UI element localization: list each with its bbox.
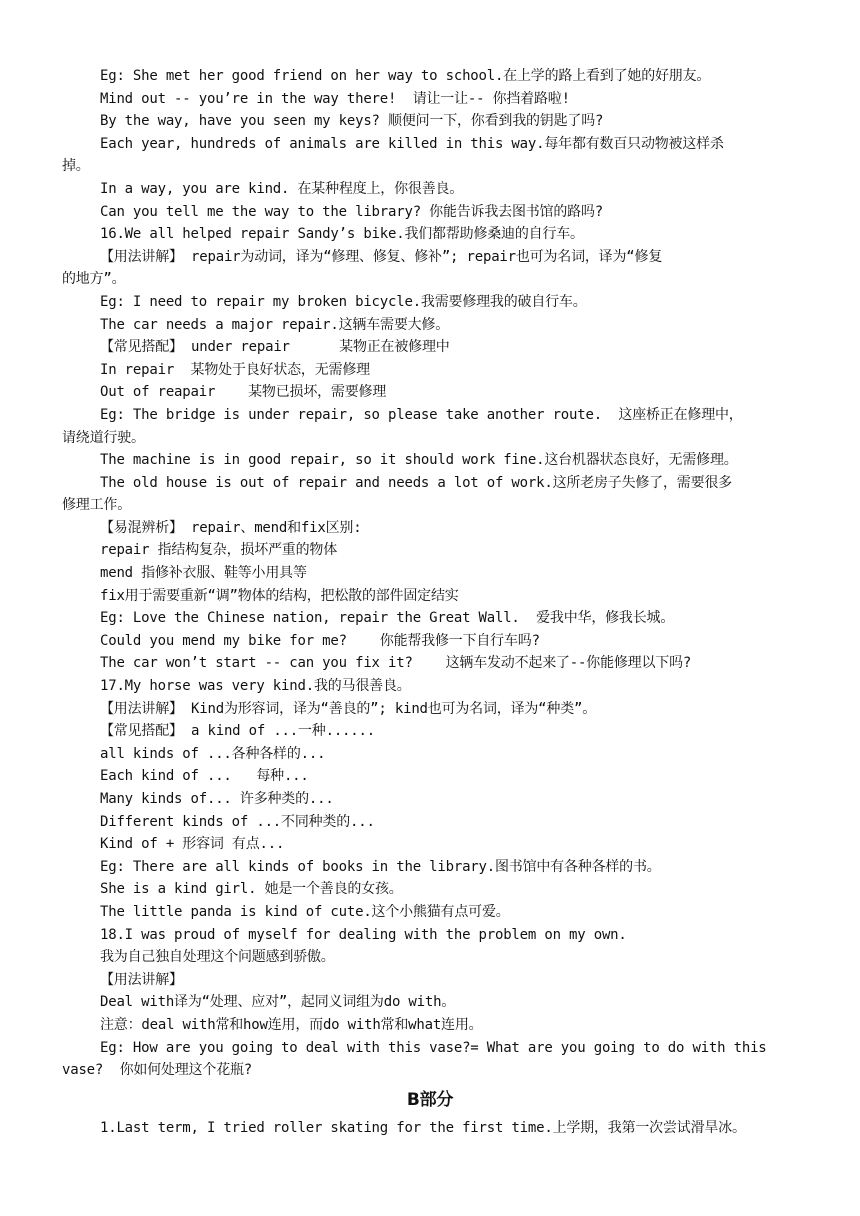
section-heading: B部分 [406,1089,454,1110]
text-line: The car needs a major repair.这辆车需要大修。 [100,316,450,333]
text-line: 注意：deal with常和how连用，而do with常和what连用。 [100,1016,483,1033]
text-line: 【用法讲解】 [100,971,183,988]
text-line: The car won’t start -- can you fix it? 这辆车发动不起来了--你能修理以下吗? [100,655,692,672]
text-line: 1.Last term, I tried roller skating for the first time.上学期，我第一次尝试滑旱冰。 [100,1119,746,1136]
text-line: The machine is in good repair, so it should work fine.这台机器状态良好，无需修理。 [100,452,738,469]
text-line: Eg: The bridge is under repair, so please take another route. 这座桥正在修理中， [100,406,743,423]
text-line: Eg: She met her good friend on her way to school.在上学的路上看到了她的好朋友。 [100,68,711,84]
text-line: Eg: How are you going to deal with this vase?= What are you going to do with this [100,1039,767,1056]
text-line: In a way, you are kind. 在某种程度上，你很善良。 [100,180,464,197]
text-line: Could you mend my bike for me? 你能帮我修一下自行车吗? [100,632,540,649]
text-line: Many kinds of... 许多种类的... [100,791,334,807]
section-b-body [62,1117,798,1140]
text-line: Eg: Love the Chinese nation, repair the Great Wall. 爱我中华，修我长城。 [100,610,675,627]
text-line: 17.My horse was very kind.我的马很善良。 [100,678,411,695]
text-line: 16.We all helped repair Sandy’s bike.我们都帮助修桑迪的自行车。 [100,226,584,243]
text-line: 我为自己独自处理这个问题感到骄傲。 [100,949,335,966]
text-line: Eg: I need to repair my broken bicycle.我需要修理我的破自行车。 [100,293,587,310]
text-line: 【用法讲解】 Kind为形容词，译为“善良的”; kind也可为名词，译为“种类”。 [100,700,597,717]
text-line: fix用于需要重新“调”物体的结构，把松散的部件固定结实 [100,587,459,604]
text-line: 【常见搭配】 under repair 某物正在被修理中 [100,339,450,356]
text-line: The little panda is kind of cute.这个小熊猫有点可爱。 [100,903,510,920]
text-line: vase? 你如何处理这个花瓶? [62,1062,253,1079]
text-line: Mind out -- you’re in the way there! 请让一让-- 你挡着路啦! [100,90,570,107]
text-line: 的地方”。 [62,271,126,288]
text-line: Each kind of ... 每种... [100,768,309,785]
text-line: mend 指修补衣服、鞋等小用具等 [100,565,307,582]
text-line: Kind of + 形容词 有点... [100,836,285,853]
section-a-body [62,65,798,1082]
text-line: Out of reapair 某物已损坏，需要修理 [100,384,387,401]
text-line: repair 指结构复杂，损坏严重的物体 [100,542,338,559]
text-line: Deal with译为“处理、应对”，起同义词组为do with。 [100,994,456,1011]
text-line: Each year, hundreds of animals are killed in this way.每年都有数百只动物被这样杀 [100,135,724,152]
text-line: all kinds of ...各种各样的... [100,745,326,762]
text-line: Can you tell me the way to the library? 你能告诉我去图书馆的路吗? [100,203,603,220]
text-line: Different kinds of ...不同种类的... [100,813,375,830]
text-line: 【常见搭配】 a kind of ...一种...... [100,723,375,740]
text-line: Eg: There are all kinds of books in the library.图书馆中有各种各样的书。 [100,858,661,875]
text-line: 请绕道行驶。 [62,429,145,446]
text-line: 掉。 [62,158,90,175]
text-line: She is a kind girl. 她是一个善良的女孩。 [100,881,403,898]
text-line: In repair 某物处于良好状态，无需修理 [100,361,370,378]
text-line: The old house is out of repair and needs a lot of work.这所老房子失修了，需要很多 [100,474,732,491]
text-line: 修理工作。 [62,497,131,514]
text-line: By the way, have you seen my keys? 顺便问一下，你看到我的钥匙了吗? [100,113,604,130]
text-line: 【易混辨析】 repair、mend和fix区别: [100,519,362,536]
text-line: 【用法讲解】 repair为动词，译为“修理、修复、修补”; repair也可为名词，译为“修复 [100,248,663,265]
text-line: 18.I was proud of myself for dealing with the problem on my own. [100,926,627,943]
